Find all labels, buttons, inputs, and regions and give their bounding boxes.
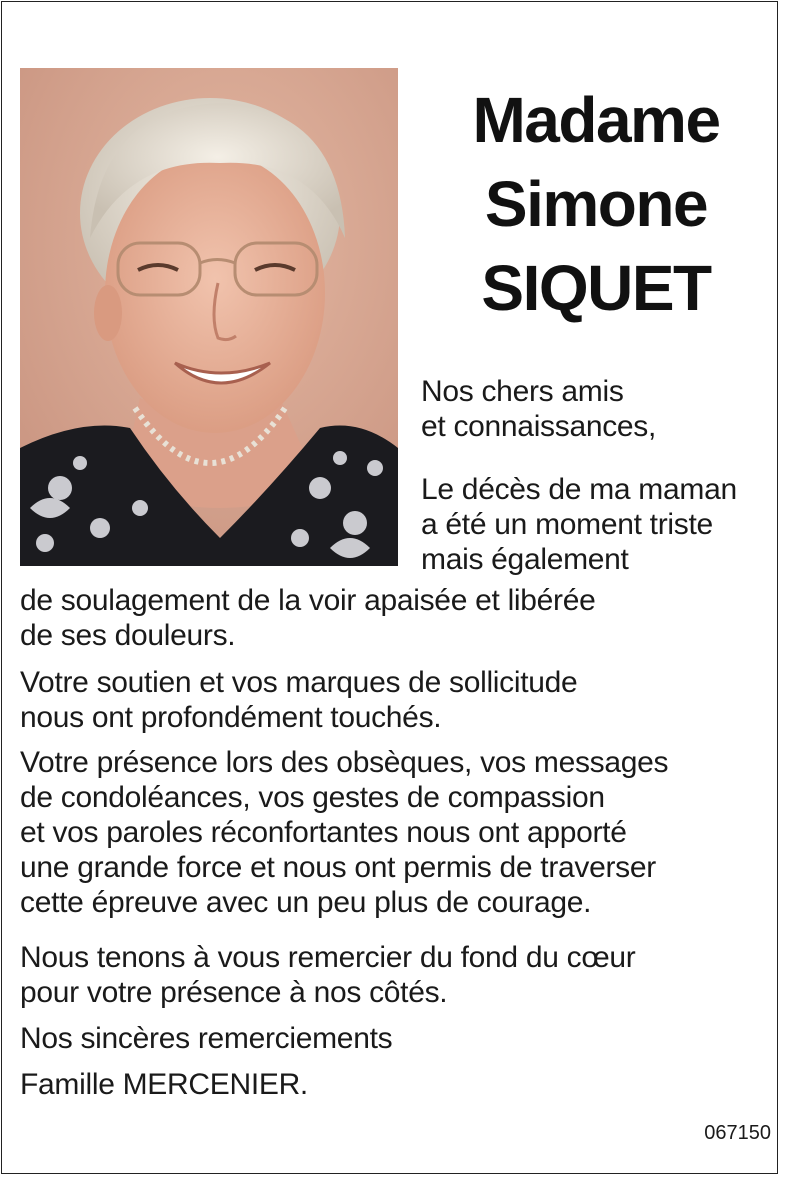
paragraph-4 bbox=[20, 940, 635, 1010]
paragraph-line: une grande force et nous ont permis de traverser bbox=[20, 851, 656, 884]
paragraph-1-bottom bbox=[20, 583, 596, 653]
paragraph-line: Nous tenons à vous remercier du fond du cœur bbox=[20, 941, 636, 974]
paragraph-line: pour votre présence à nos côtés. bbox=[20, 976, 448, 1009]
portrait-photo bbox=[20, 68, 398, 566]
paragraph-line: cette épreuve avec un peu plus de courage. bbox=[20, 886, 592, 919]
closing-line: Nos sincères remerciements bbox=[20, 1022, 393, 1055]
name-line-title: Madame bbox=[472, 84, 720, 156]
paragraph-line: de soulagement de la voir apaisée et libérée bbox=[20, 584, 596, 617]
signature-line: Famille MERCENIER. bbox=[20, 1068, 308, 1101]
greeting-line: et connaissances, bbox=[421, 410, 657, 443]
paragraph-line: Le décès de ma maman bbox=[421, 473, 737, 506]
name-line-first: Simone bbox=[484, 168, 708, 240]
paragraph-line: nous ont profondément touchés. bbox=[20, 701, 442, 734]
paragraph-1-top bbox=[421, 472, 737, 577]
paragraph-line: Votre présence lors des obsèques, vos messages bbox=[20, 746, 669, 779]
reference-number: 067150 bbox=[704, 1122, 771, 1144]
name-line-last: SIQUET bbox=[481, 252, 711, 324]
signature bbox=[20, 1067, 308, 1102]
paragraph-line: a été un moment triste bbox=[421, 508, 713, 541]
page-gutter bbox=[779, 0, 791, 1178]
paragraph-line: mais également bbox=[421, 543, 629, 576]
greeting bbox=[421, 374, 656, 444]
closing bbox=[20, 1021, 392, 1056]
paragraph-line: Votre soutien et vos marques de sollicitude bbox=[20, 666, 578, 699]
greeting-line: Nos chers amis bbox=[421, 375, 624, 408]
paragraph-line: et vos paroles réconfortantes nous ont apporté bbox=[20, 816, 627, 849]
deceased-name bbox=[415, 78, 777, 330]
paragraph-2 bbox=[20, 665, 577, 735]
paragraph-line: de condoléances, vos gestes de compassion bbox=[20, 781, 605, 814]
paragraph-3 bbox=[20, 745, 668, 920]
paragraph-line: de ses douleurs. bbox=[20, 619, 236, 652]
